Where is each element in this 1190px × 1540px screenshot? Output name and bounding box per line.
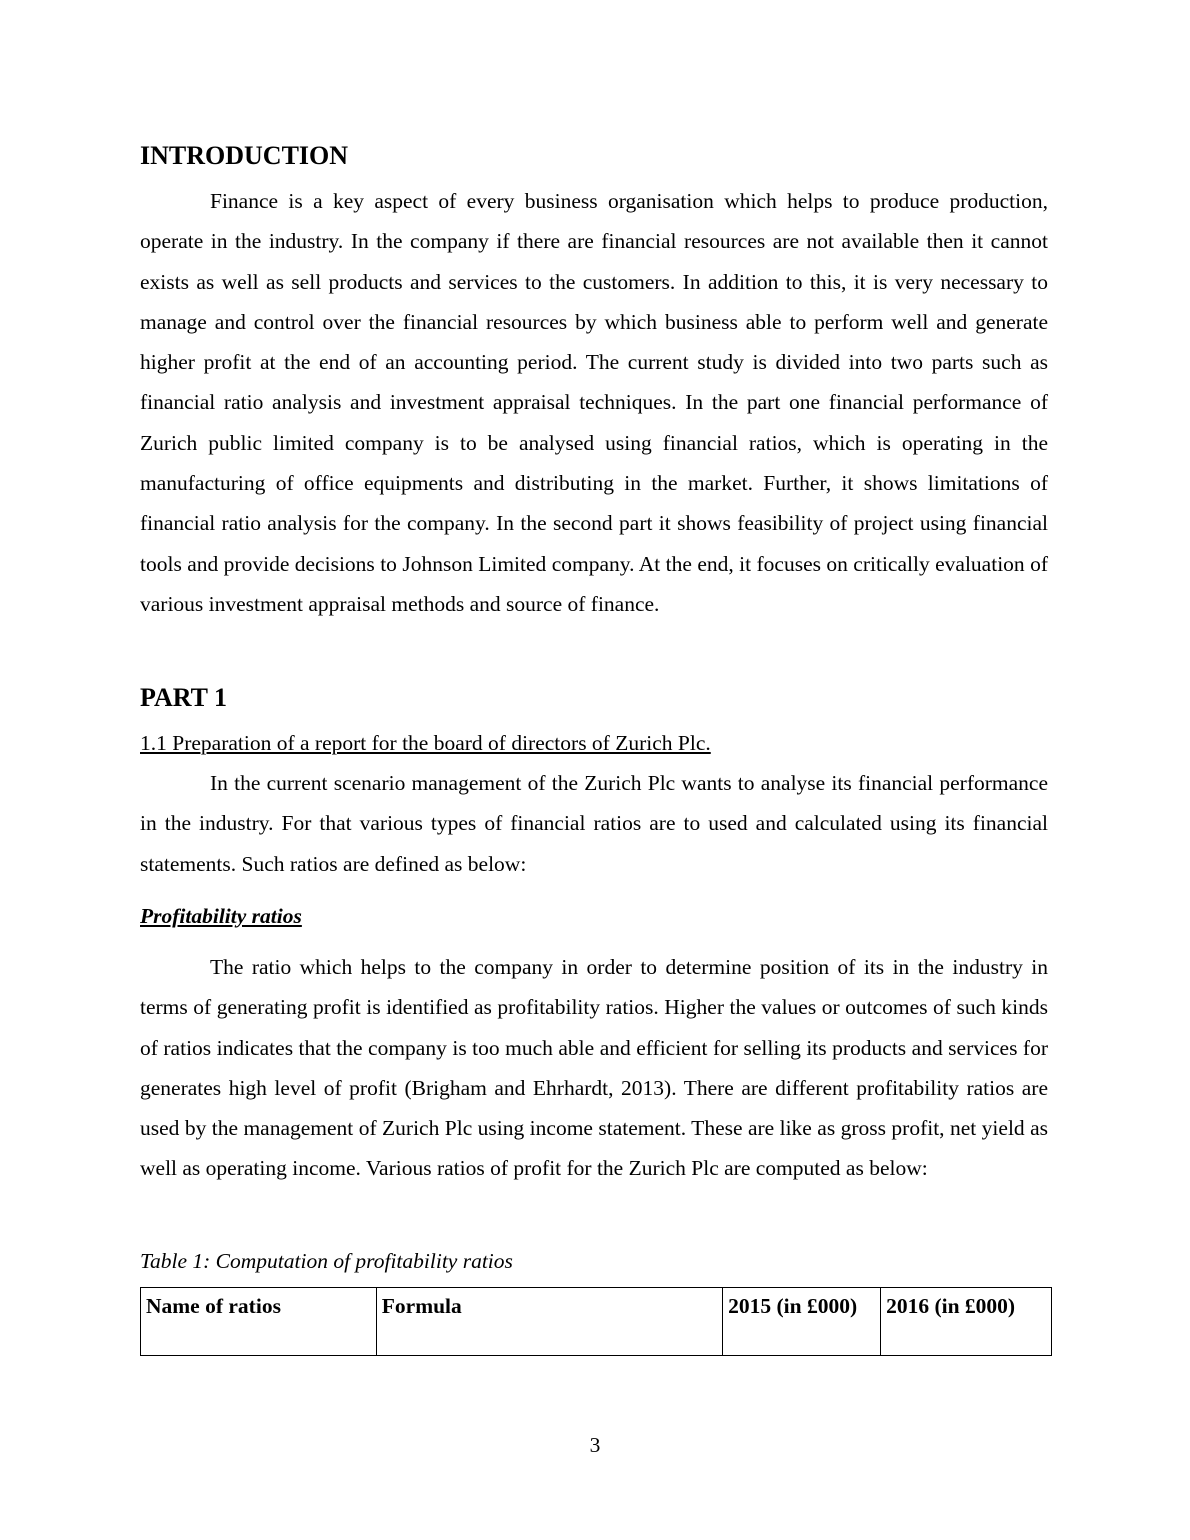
page-number: 3 — [589, 1433, 601, 1457]
profitability-ratios-table — [140, 1287, 1052, 1356]
part1-paragraph: In the current scenario management of the Zurich Plc wants to analyse its financial performance in the industry. For that various types of financial ratios are to used and calculated using its financial statements. Such ratios are defined as below: — [140, 771, 1048, 876]
profitability-paragraph: The ratio which helps to the company in order to determine position of its in the industry in terms of generating profit is identified as profitability ratios. Higher the values or outcomes of such kinds of ratios indicates that the company is too much able and efficient for selling its products and services for generates high level of profit (Brigham and Ehrhardt, 2013). There are different profitability ratios are used by the management of Zurich Plc using income statement. These are like as gross profit, net yield as well as operating income. Various ratios of profit for the Zurich Plc are computed as below: — [140, 955, 1048, 1181]
table-1-caption: Table 1: Computation of profitability ratios — [140, 1249, 513, 1273]
table-header-row — [141, 1288, 1052, 1356]
section-1-1-title: 1.1 Preparation of a report for the board of directors of Zurich Plc. — [140, 731, 711, 755]
part1-heading: PART 1 — [140, 683, 227, 712]
header-name-of-ratios: Name of ratios — [141, 1288, 377, 1356]
profitability-ratios-heading: Profitability ratios — [140, 904, 302, 928]
introduction-heading: INTRODUCTION — [140, 141, 349, 170]
header-2015: 2015 (in £000) — [723, 1288, 881, 1356]
header-formula: Formula — [376, 1288, 722, 1356]
header-2016: 2016 (in £000) — [881, 1288, 1052, 1356]
introduction-paragraph: Finance is a key aspect of every business organisation which helps to produce production, operate in the industry. In the company if there are financial resources are not available then it cannot exists as well as sell products and services to the customers. In addition to this, it is very necessary to manage and control over the financial resources by which business able to perform well and generate higher profit at the end of an accounting period. The current study is divided into two parts such as financial ratio analysis and investment appraisal techniques. In the part one financial performance of Zurich public limited company is to be analysed using financial ratios, which is operating in the manufacturing of office equipments and distributing in the market. Further, it shows limitations of financial ratio analysis for the company. In the second part it shows feasibility of project using financial tools and provide decisions to Johnson Limited company. At the end, it focuses on critically evaluation of various investment appraisal methods and source of finance. — [140, 189, 1048, 616]
